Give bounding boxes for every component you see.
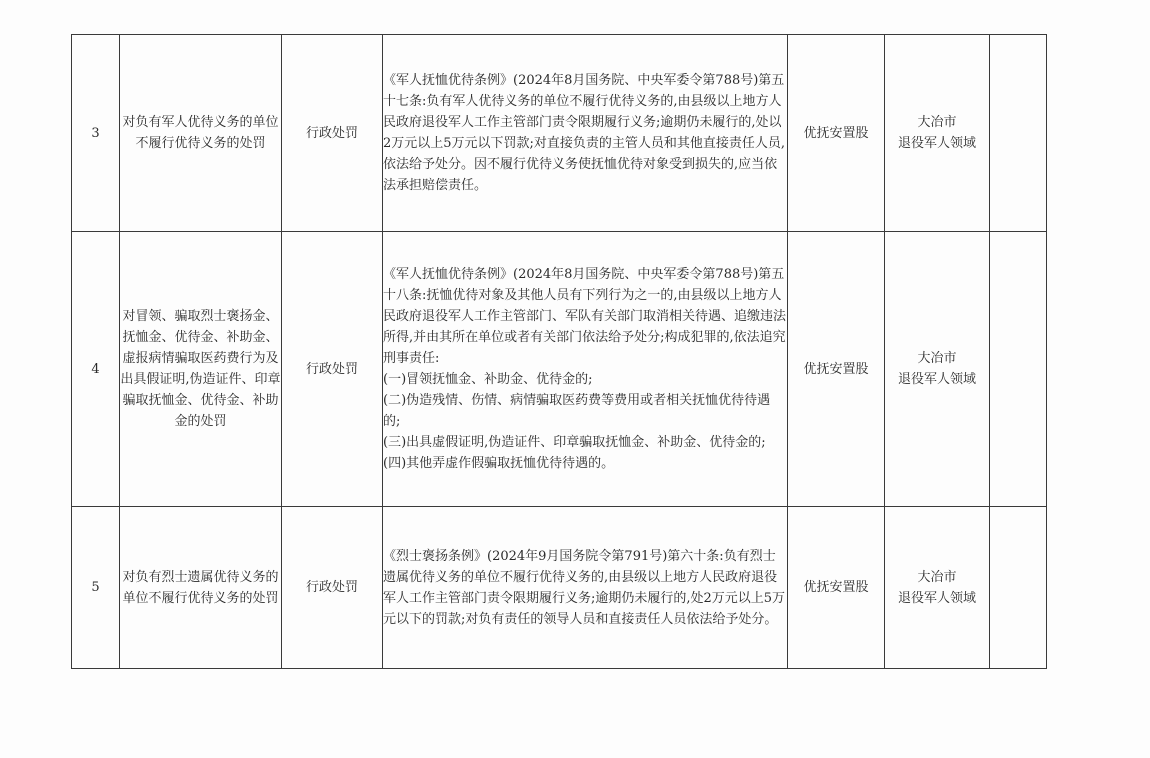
legal-basis-clause: (四)其他弄虚作假骗取抚恤优待待遇的。 xyxy=(383,456,615,471)
item-name-text: 对负有烈士遗属优待义务的单位不履行优待义务的处罚 xyxy=(122,569,279,606)
remarks-cell xyxy=(990,35,1047,232)
item-type: 行政处罚 xyxy=(282,35,383,232)
table-row xyxy=(72,35,1047,232)
row-index: 5 xyxy=(72,507,120,669)
item-name xyxy=(120,232,282,507)
table-row xyxy=(72,232,1047,507)
remarks-cell xyxy=(990,232,1047,507)
legal-basis xyxy=(383,232,788,507)
item-type: 行政处罚 xyxy=(282,507,383,669)
penalty-table xyxy=(71,34,1047,669)
subject-line-2: 退役军人领域 xyxy=(897,136,976,151)
row-index: 4 xyxy=(72,232,120,507)
subject-line-1: 大冶市 xyxy=(917,569,957,585)
remarks-cell xyxy=(990,507,1047,669)
legal-basis xyxy=(383,507,788,669)
legal-basis xyxy=(383,35,788,232)
item-name-text: 对冒领、骗取烈士褒扬金、抚恤金、优待金、补助金、虚报病情骗取医药费行为及出具假证明,伪造证件、印章骗取抚恤金、优待金、补助金的处罚 xyxy=(120,309,281,429)
subject-line-1: 大冶市 xyxy=(917,115,957,130)
subject-line-1: 大冶市 xyxy=(917,351,957,366)
legal-basis-paragraph: 《烈士褒扬条例》(2024年9月国务院令第791号)第六十条:负有烈士遗属优待义务的单位不履行优待义务的,由县级以上地方人民政府退役军人工作主管部门责令限期履行义务;逾期仍未履行的,处2万元以上5万元以下的罚款;对负有责任的领导人员和直接责任人员依法给予处分。 xyxy=(383,548,786,627)
legal-basis-clause: (三)出具虚假证明,伪造证件、印章骗取抚恤金、补助金、优待金的; xyxy=(383,435,766,450)
legal-basis-clause: (一)冒领抚恤金、补助金、优待金的; xyxy=(383,372,593,387)
item-type: 行政处罚 xyxy=(282,232,383,507)
responsible-department: 优抚安置股 xyxy=(788,232,885,507)
subject-line-2: 退役军人领域 xyxy=(897,590,976,606)
item-name xyxy=(120,507,282,669)
item-name-text: 对负有军人优待义务的单位不履行优待义务的处罚 xyxy=(122,115,279,151)
implementing-subject xyxy=(885,232,990,507)
legal-basis-clause: (二)伪造残情、伤情、病情骗取医药费等费用或者相关抚恤优待待遇的; xyxy=(383,393,771,429)
implementing-subject xyxy=(885,35,990,232)
item-name xyxy=(120,35,282,232)
legal-basis-paragraph: 《军人抚恤优待条例》(2024年8月国务院、中央军委令第788号)第五十七条:负有军人优待义务的单位不履行优待义务的,由县级以上地方人民政府退役军人工作主管部门责令限期履行义务;逾期仍未履行的,处以2万元以上5万元以下罚款;对直接负责的主管人员和其他直接责任人员,依法给予处分。因不履行优待义务使抚恤优待对象受到损失的,应当依法承担赔偿责任。 xyxy=(383,73,786,193)
subject-line-2: 退役军人领域 xyxy=(897,372,976,387)
row-index: 3 xyxy=(72,35,120,232)
implementing-subject xyxy=(885,507,990,669)
legal-basis-paragraph: 《军人抚恤优待条例》(2024年8月国务院、中央军委令第788号)第五十八条:抚恤优待对象及其他人员有下列行为之一的,由县级以上地方人民政府退役军人工作主管部门、军队有关部门取消相关待遇、追缴违法所得,并由其所在单位或者有关部门依法给予处分;构成犯罪的,依法追究刑事责任: xyxy=(383,267,787,366)
responsible-department: 优抚安置股 xyxy=(788,35,885,232)
table-row xyxy=(72,507,1047,669)
responsible-department: 优抚安置股 xyxy=(788,507,885,669)
